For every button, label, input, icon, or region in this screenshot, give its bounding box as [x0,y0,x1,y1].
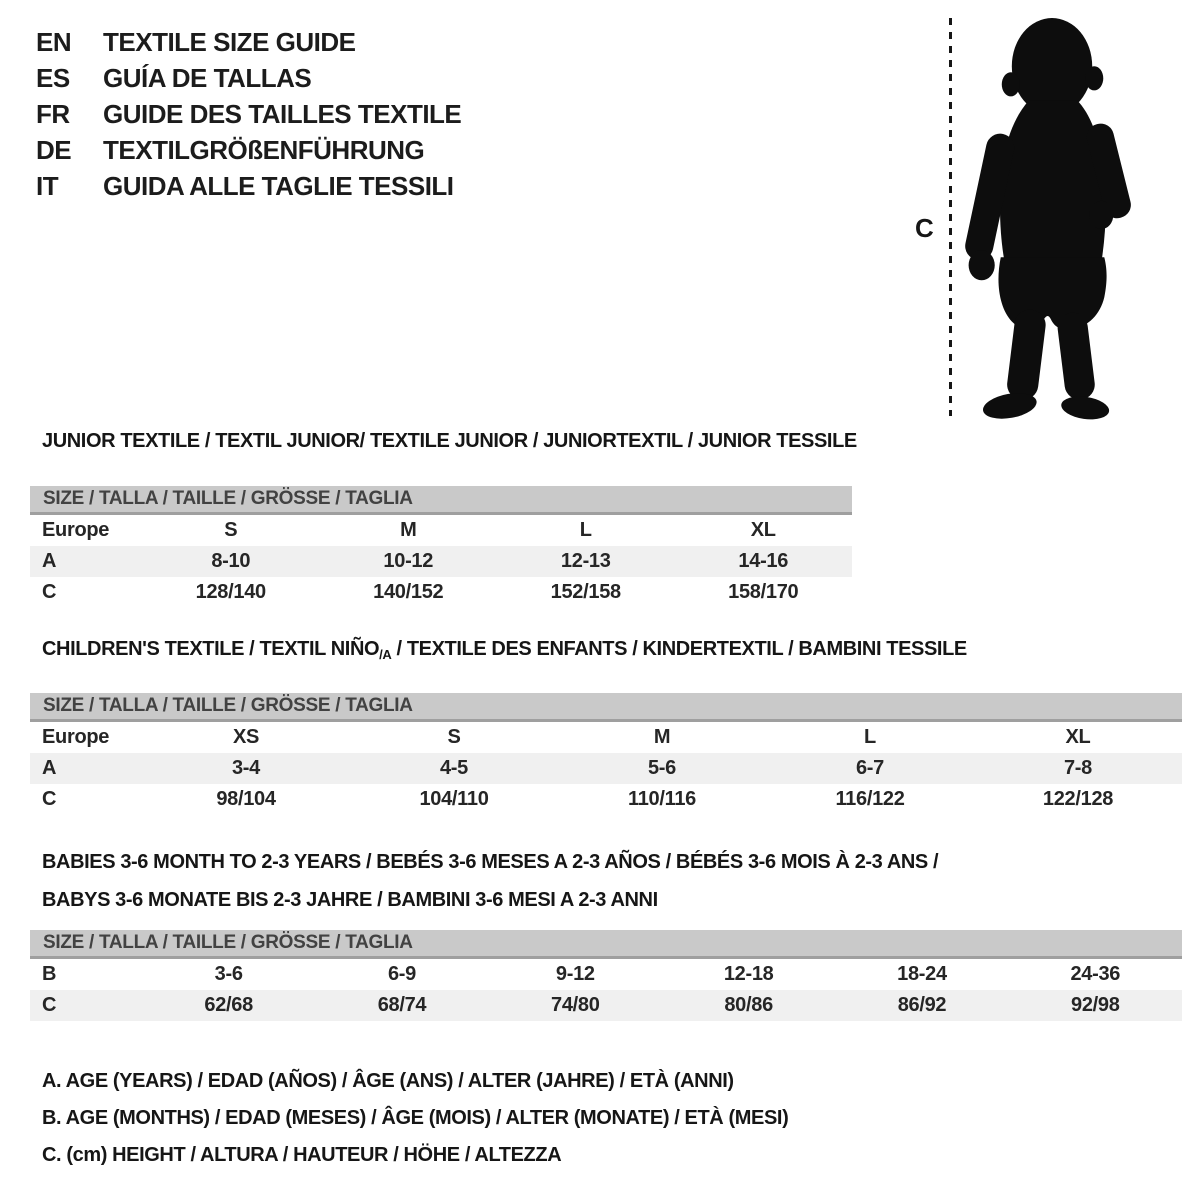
language-title: GUIDE DES TAILLES TEXTILE [103,99,462,129]
language-title: TEXTILGRÖßENFÜHRUNG [103,135,425,165]
children-size-table [30,693,1182,815]
size-header-bar: SIZE / TALLA / TAILLE / GRÖSSE / TAGLIA [30,486,852,515]
table-row [30,546,852,577]
size-cell: 7-8 [1063,757,1092,779]
size-cell: 5-6 [647,757,676,779]
footnote-c: C. (cm) HEIGHT / ALTURA / HAUTEUR / HÖHE / ALTEZZA [42,1144,562,1166]
junior-section-heading: JUNIOR TEXTILE / TEXTIL JUNIOR/ TEXTILE JUNIOR / JUNIORTEXTIL / JUNIOR TESSILE [42,430,857,452]
size-cell: XL [750,519,776,541]
babies-heading-line-1: BABIES 3-6 MONTH TO 2-3 YEARS / BEBÉS 3-6 MESES A 2-3 AÑOS / BÉBÉS 3-6 MOIS À 2-3 ANS / [42,851,939,873]
language-row-it [36,168,461,204]
size-cell: 4-5 [439,757,468,779]
size-cell: 10-12 [383,550,434,572]
size-cell: 110/116 [628,788,696,810]
size-cell: XL [1065,726,1091,748]
size-cell: M [400,519,417,541]
table-row [30,784,1182,815]
babies-heading-line-2: BABYS 3-6 MONATE BIS 2-3 JAHRE / BAMBINI 3-6 MESI A 2-3 ANNI [42,889,658,911]
size-cell: 122/128 [1042,788,1114,810]
size-cell: 12-18 [723,963,774,985]
size-cell: 3-6 [214,963,243,985]
language-row-fr [36,96,461,132]
size-cell: 6-7 [855,757,884,779]
row-label: C [42,581,57,603]
language-code: ES [36,63,70,93]
size-cell: 158/170 [728,581,799,603]
table-row [30,959,1182,990]
footnote-a: A. AGE (YEARS) / EDAD (AÑOS) / ÂGE (ANS) / ALTER (JAHRE) / ETÀ (ANNI) [42,1070,734,1092]
language-title: GUÍA DE TALLAS [103,63,312,93]
size-cell: 116/122 [835,788,905,810]
children-section-heading [42,638,967,662]
language-code: FR [36,99,70,129]
size-cell: 80/86 [724,994,773,1016]
size-cell: 3-4 [231,757,260,779]
language-code: EN [36,27,72,57]
table-row [30,753,1182,784]
toddler-silhouette-icon [958,14,1140,420]
size-cell: L [864,726,876,748]
language-code: DE [36,135,72,165]
babies-section-heading [42,843,938,919]
size-cell: 62/68 [204,994,253,1016]
junior-size-table [30,486,852,608]
row-label: B [42,963,57,985]
size-cell: 18-24 [897,963,947,985]
size-cell: S [224,519,238,541]
table-row [30,515,852,546]
language-row-en [36,24,461,60]
row-label: Europe [42,726,110,748]
size-cell: S [447,726,461,748]
size-header-bar: SIZE / TALLA / TAILLE / GRÖSSE / TAGLIA [30,930,1182,959]
footnote-b: B. AGE (MONTHS) / EDAD (MESES) / ÂGE (MOIS) / ALTER (MONATE) / ETÀ (MESI) [42,1107,789,1129]
size-cell: 74/80 [551,994,600,1016]
table-row [30,990,1182,1021]
size-cell: XS [232,726,260,748]
row-label: A [42,757,57,779]
row-label: C [42,788,57,810]
row-label: C [42,994,57,1016]
height-measure-label: C [915,213,934,243]
size-cell: L [579,519,592,541]
size-cell: M [653,726,671,748]
children-heading-subscript: /A [379,647,392,662]
size-cell: 152/158 [550,581,621,603]
size-cell: 86/92 [897,994,947,1016]
language-title: GUIDA ALLE TAGLIE TESSILI [103,171,454,201]
children-heading-text: CHILDREN'S TEXTILE / TEXTIL NIÑO [42,638,380,660]
size-cell: 14-16 [738,550,789,572]
size-cell: 24-36 [1070,963,1121,985]
language-title: TEXTILE SIZE GUIDE [103,27,356,57]
size-cell: 9-12 [555,963,595,985]
size-cell: 8-10 [211,550,251,572]
size-cell: 140/152 [373,581,444,603]
size-cell: 104/110 [419,788,489,810]
size-cell: 92/98 [1071,994,1120,1016]
language-row-de [36,132,461,168]
children-heading-text: / TEXTILE DES ENFANTS / KINDERTEXTIL / BAMBINI TESSILE [391,638,967,660]
size-cell: 6-9 [387,963,416,985]
row-label: A [42,550,57,572]
language-list [36,24,461,204]
language-row-es [36,60,461,96]
height-measure-line [949,18,952,416]
table-row [30,722,1182,753]
size-cell: 98/104 [216,788,276,810]
table-row [30,577,852,608]
size-header-bar: SIZE / TALLA / TAILLE / GRÖSSE / TAGLIA [30,693,1182,722]
size-cell: 128/140 [195,581,266,603]
babies-size-table [30,930,1182,1021]
language-code: IT [36,171,59,201]
size-cell: 68/74 [377,994,427,1016]
footnotes [42,1063,788,1174]
row-label: Europe [42,519,110,541]
size-cell: 12-13 [560,550,611,572]
